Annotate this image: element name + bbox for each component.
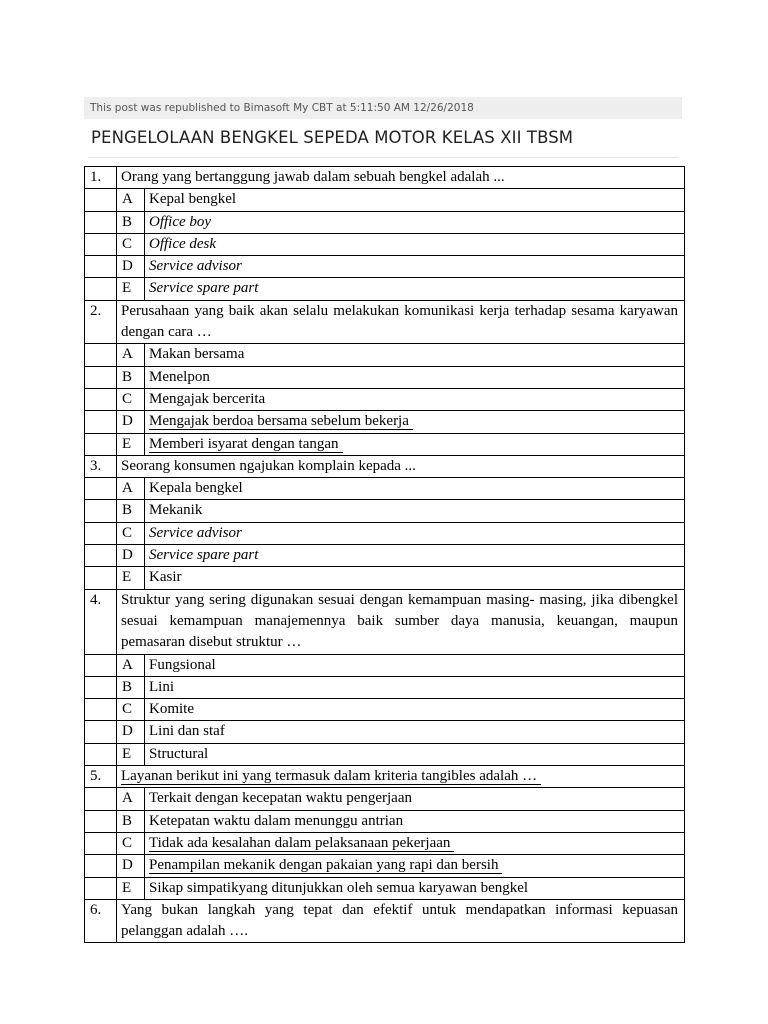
question-text-underlined: Layanan berikut ini yang termasuk dalam kriteria tangibles adalah … bbox=[121, 768, 541, 785]
option-spacer bbox=[85, 344, 117, 366]
option-row bbox=[85, 545, 685, 567]
option-spacer bbox=[85, 522, 117, 544]
option-text: Makan bersama bbox=[145, 344, 685, 366]
option-row bbox=[85, 832, 685, 854]
option-spacer bbox=[85, 433, 117, 455]
option-letter: C bbox=[117, 832, 145, 854]
option-row bbox=[85, 211, 685, 233]
option-spacer bbox=[85, 211, 117, 233]
option-text: Structural bbox=[145, 743, 685, 765]
option-spacer bbox=[85, 567, 117, 589]
option-spacer bbox=[85, 478, 117, 500]
option-letter: A bbox=[117, 654, 145, 676]
option-letter: A bbox=[117, 344, 145, 366]
question-number: 2. bbox=[85, 300, 117, 344]
option-spacer bbox=[85, 366, 117, 388]
option-text: Office boy bbox=[145, 211, 685, 233]
option-spacer bbox=[85, 500, 117, 522]
option-text: Lini bbox=[145, 676, 685, 698]
question-text: Perusahaan yang baik akan selalu melakukan komunikasi kerja terhadap sesama karyawan dengan cara … bbox=[117, 300, 685, 344]
option-text: Office desk bbox=[145, 233, 685, 255]
question-number: 5. bbox=[85, 766, 117, 788]
option-text: Menelpon bbox=[145, 366, 685, 388]
option-row bbox=[85, 877, 685, 899]
option-text: Lini dan staf bbox=[145, 721, 685, 743]
option-text: Service advisor bbox=[145, 522, 685, 544]
option-spacer bbox=[85, 699, 117, 721]
option-letter: B bbox=[117, 810, 145, 832]
option-text: Service spare part bbox=[145, 545, 685, 567]
option-text bbox=[145, 832, 685, 854]
question-text: Orang yang bertanggung jawab dalam sebuah bengkel adalah ... bbox=[117, 167, 685, 189]
option-letter: B bbox=[117, 676, 145, 698]
option-text-underlined: Penampilan mekanik dengan pakaian yang rapi dan bersih bbox=[149, 857, 502, 874]
page-title: PENGELOLAAN BENGKEL SEPEDA MOTOR KELAS XII TBSM bbox=[91, 128, 574, 147]
option-letter: E bbox=[117, 743, 145, 765]
option-spacer bbox=[85, 654, 117, 676]
republish-notice: This post was republished to Bimasoft My CBT at 5:11:50 AM 12/26/2018 bbox=[84, 97, 682, 119]
question-row bbox=[85, 589, 685, 654]
option-text: Kepal bengkel bbox=[145, 189, 685, 211]
option-row bbox=[85, 344, 685, 366]
quiz-table bbox=[84, 166, 685, 943]
option-row bbox=[85, 721, 685, 743]
option-spacer bbox=[85, 832, 117, 854]
option-row bbox=[85, 676, 685, 698]
option-spacer bbox=[85, 743, 117, 765]
question-number: 4. bbox=[85, 589, 117, 654]
option-spacer bbox=[85, 855, 117, 877]
option-spacer bbox=[85, 877, 117, 899]
option-text: Mengajak bercerita bbox=[145, 388, 685, 410]
question-row bbox=[85, 167, 685, 189]
option-letter: E bbox=[117, 877, 145, 899]
option-text: Kasir bbox=[145, 567, 685, 589]
option-row bbox=[85, 788, 685, 810]
option-letter: D bbox=[117, 411, 145, 433]
option-letter: C bbox=[117, 388, 145, 410]
question-text: Seorang konsumen ngajukan komplain kepada ... bbox=[117, 455, 685, 477]
option-text bbox=[145, 433, 685, 455]
option-letter: D bbox=[117, 256, 145, 278]
option-letter: B bbox=[117, 366, 145, 388]
question-row bbox=[85, 455, 685, 477]
question-row bbox=[85, 899, 685, 943]
option-spacer bbox=[85, 545, 117, 567]
option-text: Ketepatan waktu dalam menunggu antrian bbox=[145, 810, 685, 832]
option-text: Komite bbox=[145, 699, 685, 721]
option-letter: D bbox=[117, 855, 145, 877]
option-spacer bbox=[85, 411, 117, 433]
option-row bbox=[85, 810, 685, 832]
option-spacer bbox=[85, 189, 117, 211]
title-divider bbox=[88, 157, 678, 158]
option-row bbox=[85, 366, 685, 388]
option-spacer bbox=[85, 233, 117, 255]
option-row bbox=[85, 522, 685, 544]
option-letter: B bbox=[117, 500, 145, 522]
option-letter: D bbox=[117, 545, 145, 567]
option-row bbox=[85, 233, 685, 255]
option-text: Service spare part bbox=[145, 278, 685, 300]
option-text: Mekanik bbox=[145, 500, 685, 522]
option-letter: C bbox=[117, 699, 145, 721]
option-letter: E bbox=[117, 567, 145, 589]
option-row bbox=[85, 743, 685, 765]
option-row bbox=[85, 855, 685, 877]
option-letter: D bbox=[117, 721, 145, 743]
option-spacer bbox=[85, 256, 117, 278]
option-row bbox=[85, 500, 685, 522]
option-text bbox=[145, 411, 685, 433]
option-text bbox=[145, 855, 685, 877]
option-spacer bbox=[85, 810, 117, 832]
option-text: Kepala bengkel bbox=[145, 478, 685, 500]
option-row bbox=[85, 278, 685, 300]
option-spacer bbox=[85, 278, 117, 300]
option-text: Sikap simpatikyang ditunjukkan oleh semua karyawan bengkel bbox=[145, 877, 685, 899]
question-text: Yang bukan langkah yang tepat dan efektif untuk mendapatkan informasi kepuasan pelanggan adalah …. bbox=[117, 899, 685, 943]
option-letter: C bbox=[117, 233, 145, 255]
option-row bbox=[85, 654, 685, 676]
option-row bbox=[85, 567, 685, 589]
option-text-underlined: Tidak ada kesalahan dalam pelaksanaan pekerjaan bbox=[149, 835, 454, 852]
option-spacer bbox=[85, 388, 117, 410]
option-letter: A bbox=[117, 189, 145, 211]
option-row bbox=[85, 388, 685, 410]
option-spacer bbox=[85, 676, 117, 698]
option-letter: A bbox=[117, 478, 145, 500]
option-spacer bbox=[85, 721, 117, 743]
option-row bbox=[85, 411, 685, 433]
question-text bbox=[117, 766, 685, 788]
option-text-underlined: Mengajak berdoa bersama sebelum bekerja bbox=[149, 413, 413, 430]
option-letter: E bbox=[117, 278, 145, 300]
option-letter: E bbox=[117, 433, 145, 455]
option-letter: B bbox=[117, 211, 145, 233]
option-text-underlined: Memberi isyarat dengan tangan bbox=[149, 436, 343, 453]
question-number: 1. bbox=[85, 167, 117, 189]
option-row bbox=[85, 433, 685, 455]
option-text: Terkait dengan kecepatan waktu pengerjaan bbox=[145, 788, 685, 810]
question-text: Struktur yang sering digunakan sesuai dengan kemampuan masing- masing, jika dibengkel sesuai kemampuan manajemennya baik sumber daya manusia, keuangan, maupun pemasaran disebut struktur … bbox=[117, 589, 685, 654]
option-row bbox=[85, 256, 685, 278]
option-row bbox=[85, 699, 685, 721]
option-text: Fungsional bbox=[145, 654, 685, 676]
option-letter: A bbox=[117, 788, 145, 810]
question-row bbox=[85, 300, 685, 344]
option-text: Service advisor bbox=[145, 256, 685, 278]
question-number: 3. bbox=[85, 455, 117, 477]
option-spacer bbox=[85, 788, 117, 810]
question-number: 6. bbox=[85, 899, 117, 943]
question-row bbox=[85, 766, 685, 788]
option-row bbox=[85, 478, 685, 500]
option-row bbox=[85, 189, 685, 211]
option-letter: C bbox=[117, 522, 145, 544]
